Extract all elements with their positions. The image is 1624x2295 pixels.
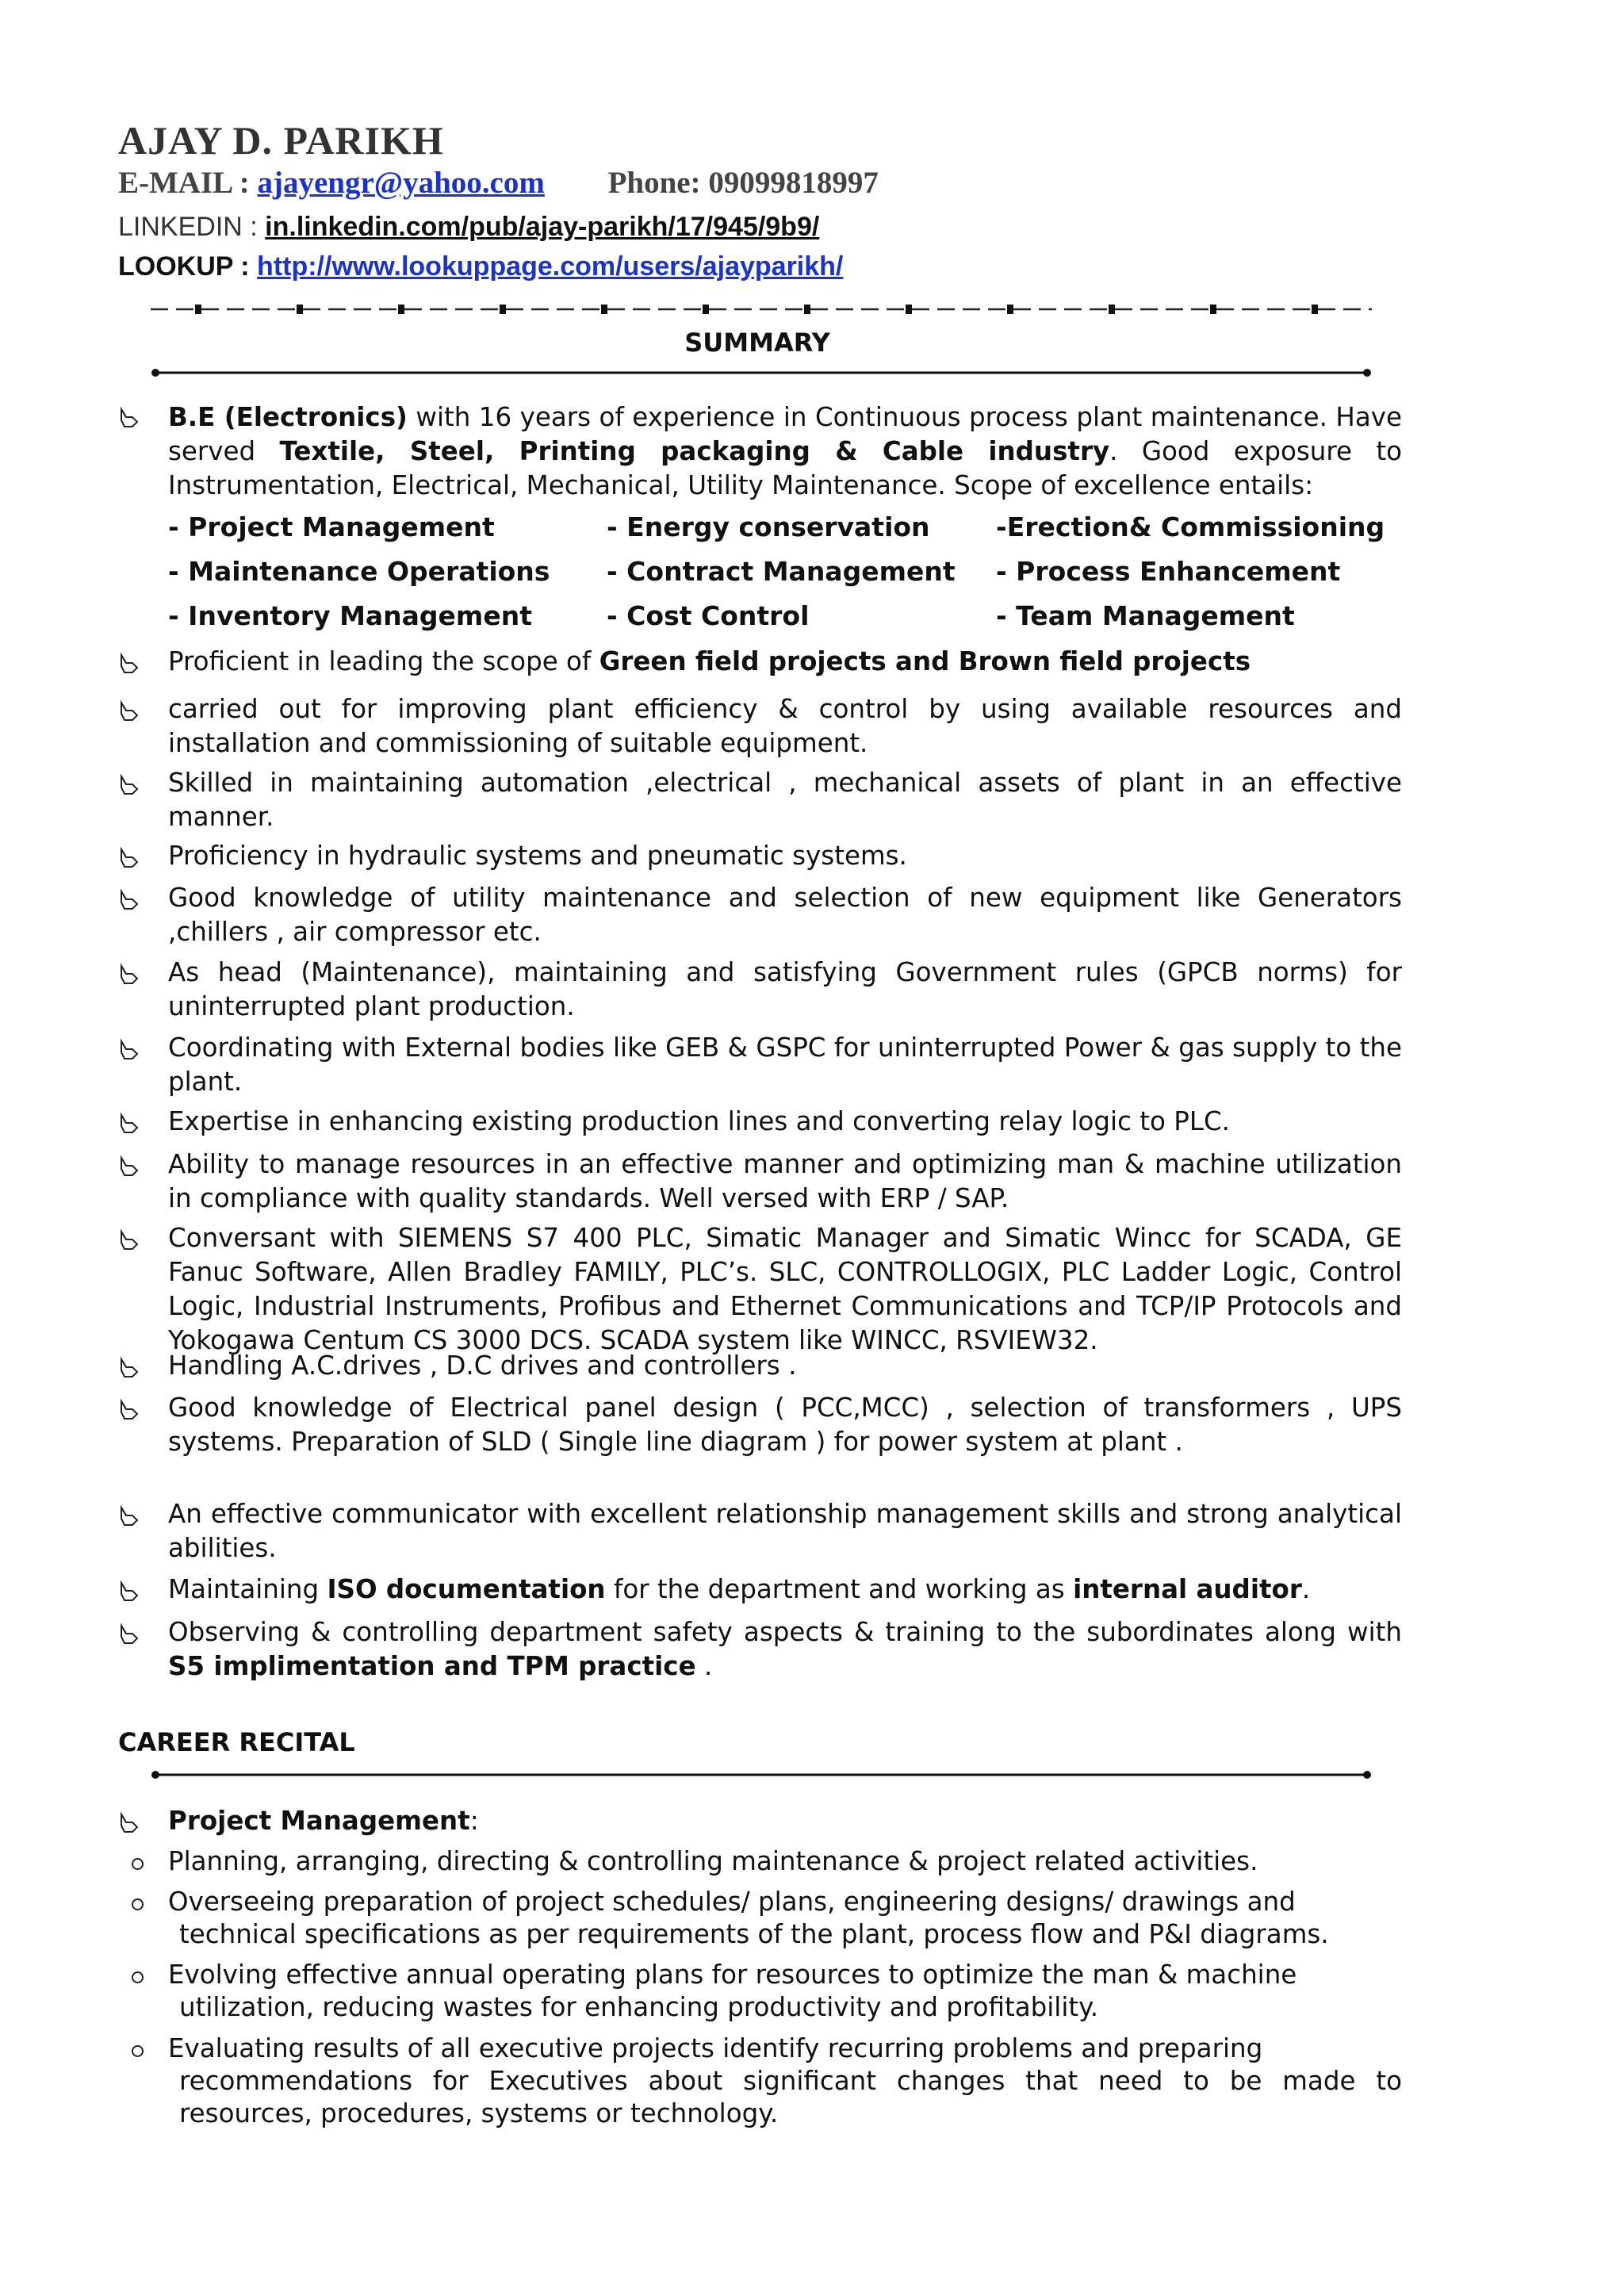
candidate-name: AJAY D. PARIKH (118, 118, 444, 163)
hand-pointer-icon (118, 1398, 140, 1422)
skill-item: - Team Management (996, 600, 1295, 631)
summary-bullet: Expertise in enhancing existing production lines and converting relay logic to PLC. (168, 1106, 1230, 1136)
pm-colon: : (469, 1806, 479, 1836)
phone-number: 09099818997 (708, 166, 879, 200)
hand-pointer-icon (118, 1038, 140, 1062)
hand-pointer-icon (118, 406, 140, 430)
skill-row (168, 511, 1437, 556)
skills-grid (168, 511, 1437, 645)
lookup-line (118, 251, 843, 282)
summary-bullet: Coordinating with External bodies like GEB & GSPC for uninterrupted Power & gas supply to the plant. (168, 1033, 1402, 1097)
hand-pointer-icon (118, 888, 140, 912)
dash-marker (906, 305, 912, 314)
greenfield-text: Proficient in leading the scope of (168, 646, 599, 676)
pm-label: Project Management (168, 1806, 470, 1836)
skill-item: -Erection& Commissioning (996, 511, 1385, 542)
summary-bullet: Good knowledge of Electrical panel design ( PCC,MCC) , selection of transformers , UPS systems. Preparation of SLD ( Single line diagram ) for power system at plant . (168, 1393, 1402, 1457)
iso-bold-2: internal auditor (1073, 1574, 1302, 1604)
hand-pointer-icon (118, 1112, 140, 1136)
email-link[interactable]: ajayengr@yahoo.com (257, 166, 545, 200)
career-item (168, 1845, 1402, 1878)
phone (608, 166, 879, 200)
career-heading-pm (168, 1804, 1402, 1838)
summary-bullet: An effective communicator with excellent relationship management skills and strong analytical abilities. (168, 1499, 1402, 1563)
dash-marker (804, 305, 810, 314)
hand-pointer-icon (118, 1228, 140, 1252)
dash-marker (297, 305, 303, 314)
linkedin-label: LINKEDIN : (118, 212, 266, 242)
hand-pointer-icon (118, 699, 140, 723)
safety-text-2: . (695, 1651, 713, 1681)
summary-bullet: Handling A.C.drives , D.C drives and controllers . (168, 1351, 797, 1381)
skill-item: - Project Management (168, 511, 495, 542)
summary-bullet: Skilled in maintaining automation ,electrical , mechanical assets of plant in an effective manner. (168, 768, 1402, 832)
summary-bullet: carried out for improving plant efficiency & control by using available resources and installation and commissioning of suitable equipment. (168, 694, 1402, 758)
hand-pointer-icon (118, 1155, 140, 1178)
safety-bold: S5 implimentation and TPM practice (168, 1651, 696, 1681)
career-item (168, 2033, 1402, 2130)
linkedin-line (118, 212, 819, 243)
degree: B.E (Electronics) (168, 402, 408, 432)
career-item-line: Evaluating results of all executive projects identify recurring problems and preparing (168, 2033, 1263, 2063)
dash-marker (500, 305, 506, 314)
skill-item: - Contract Management (607, 556, 956, 587)
skill-row (168, 556, 1437, 600)
greenfield-bold: Green field projects and Brown field projects (599, 646, 1251, 676)
hand-pointer-icon (118, 1811, 140, 1835)
email-label: E-MAIL : (118, 166, 258, 200)
summary-bullet-safety (168, 1615, 1402, 1684)
contact-line (118, 165, 879, 201)
circle-bullet-icon (132, 2045, 144, 2057)
summary-bullet: Conversant with SIEMENS S7 400 PLC, Simatic Manager and Simatic Wincc for SCADA, GE Fanuc Software, Allen Bradley FAMILY, PLC’s. SLC, CONTROLLOGIX, PLC Ladder Logic, Control Logic, Industrial Instruments, Profibus and Ethernet Communications and TCP/IP Protocols and Yokogawa Centum CS 3000 DCS. SCADA system like WINCC, RSVIEW32. (168, 1223, 1402, 1355)
summary-divider (151, 366, 1372, 379)
dash-marker (195, 305, 201, 314)
iso-text-1: Maintaining (168, 1574, 327, 1604)
dash-marker (1312, 305, 1318, 314)
summary-intro (168, 400, 1402, 503)
hand-pointer-icon (118, 1580, 140, 1603)
career-item-line: Planning, arranging, directing & controlling maintenance & project related activities. (168, 1846, 1258, 1876)
decorative-dashed-rule (151, 300, 1372, 319)
iso-text-2: for the department and working as (605, 1574, 1074, 1604)
iso-text-3: . (1301, 1574, 1311, 1604)
skill-item: - Inventory Management (168, 600, 532, 631)
summary-bullet: Proficiency in hydraulic systems and pneumatic systems. (168, 841, 907, 871)
hand-pointer-icon (118, 846, 140, 870)
intro-text-2: . Good exposure to Instrumentation, Electrical, Mechanical, Utility Maintenance. Scope of excellence entails: (168, 436, 1402, 500)
dash-marker (703, 305, 709, 314)
hand-pointer-icon (118, 652, 140, 676)
industries: Textile, Steel, Printing packaging & Cable industry (279, 436, 1110, 466)
hand-pointer-icon (118, 963, 140, 987)
lookup-label: LOOKUP : (118, 251, 258, 282)
circle-bullet-icon (132, 1971, 144, 1983)
skill-item: - Maintenance Operations (168, 556, 550, 587)
circle-bullet-icon (132, 1858, 144, 1870)
skill-row (168, 600, 1437, 645)
career-item-line: Evolving effective annual operating plans for resources to optimize the man & machine (168, 1960, 1297, 1990)
hand-pointer-icon (118, 1504, 140, 1528)
dash-marker (601, 305, 607, 314)
career-item-continuation: utilization, reducing wastes for enhancing productivity and profitability. (179, 1992, 1099, 2022)
intro-text-1: with 16 years of experience in Continuous process plant maintenance. Have served (168, 402, 1402, 466)
skill-item: - Process Enhancement (996, 556, 1341, 587)
career-divider (151, 1768, 1372, 1781)
dash-marker (398, 305, 404, 314)
career-item-line: Overseeing preparation of project schedules/ plans, engineering designs/ drawings and (168, 1887, 1296, 1917)
safety-text-1: Observing & controlling department safety aspects & training to the subordinates along with (168, 1617, 1402, 1647)
dash-marker (1007, 305, 1013, 314)
hand-pointer-icon (118, 1356, 140, 1380)
skill-item: - Cost Control (607, 600, 810, 631)
hand-pointer-icon (118, 773, 140, 797)
career-item-continuation: recommendations for Executives about significant changes that need to be made to resources, procedures, systems or technology. (179, 2066, 1402, 2128)
career-item (168, 1959, 1402, 2024)
skill-item: - Energy conservation (607, 511, 930, 542)
summary-bullet-greenfield (168, 645, 1402, 679)
phone-label: Phone: (607, 166, 709, 200)
summary-title: SUMMARY (684, 328, 830, 358)
summary-bullet-iso (168, 1573, 1402, 1607)
hand-pointer-icon (118, 1623, 140, 1646)
circle-bullet-icon (132, 1898, 144, 1910)
career-item-continuation: technical specifications as per requirements of the plant, process flow and P&I diagrams. (179, 1919, 1329, 1949)
summary-bullet: Ability to manage resources in an effective manner and optimizing man & machine utilization in compliance with quality standards. Well versed with ERP / SAP. (168, 1149, 1402, 1213)
lookup-link[interactable]: http://www.lookuppage.com/users/ajayparikh/ (257, 251, 844, 282)
dash-marker (1109, 305, 1115, 314)
iso-bold-1: ISO documentation (327, 1574, 606, 1604)
linkedin-url[interactable]: in.linkedin.com/pub/ajay-parikh/17/945/9b9/ (265, 212, 820, 242)
summary-bullet: Good knowledge of utility maintenance and selection of new equipment like Generators ,chillers , air compressor etc. (168, 883, 1402, 947)
summary-bullet: As head (Maintenance), maintaining and satisfying Government rules (GPCB norms) for uninterrupted plant production. (168, 957, 1402, 1021)
career-title: CAREER RECITAL (118, 1727, 355, 1757)
career-item (168, 1886, 1402, 1951)
dash-marker (1210, 305, 1216, 314)
